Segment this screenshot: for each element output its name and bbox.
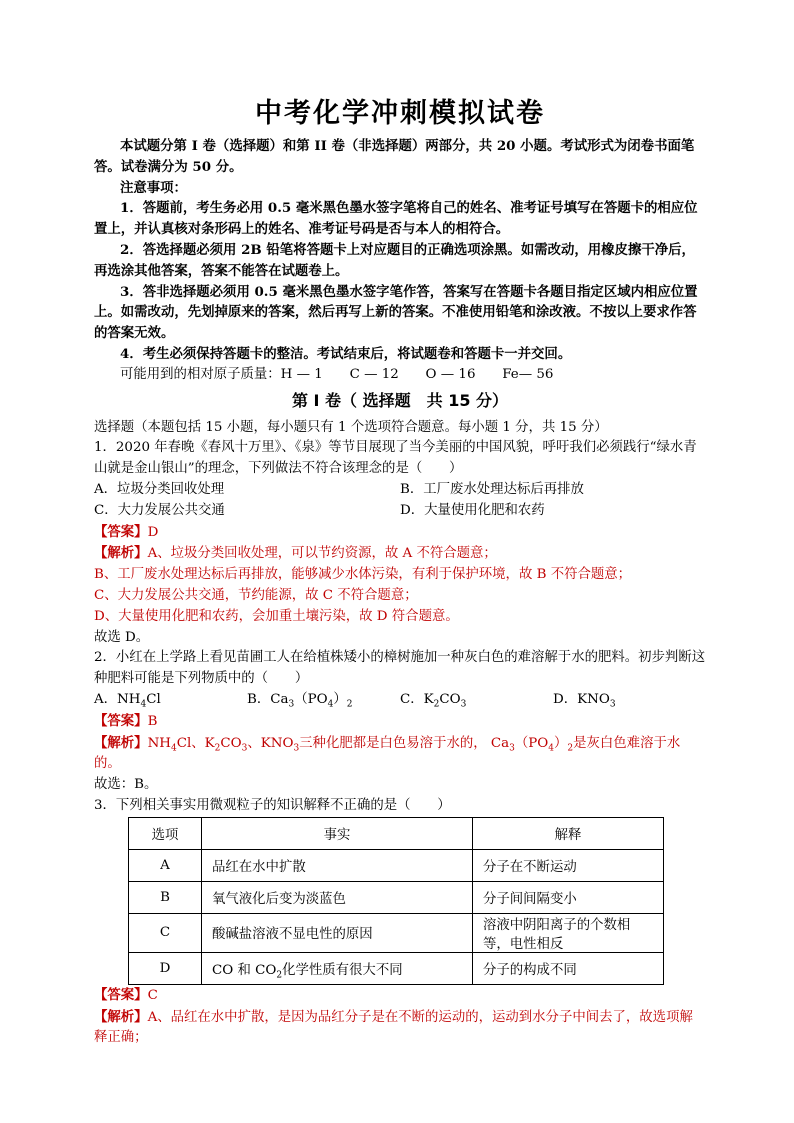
- answer-tag: 【答案】: [94, 523, 148, 540]
- q1-analysis: [94, 543, 706, 565]
- q1-analysis-line: C、大力发展公共交通，节约能源，故 C 不符合题意；: [94, 587, 418, 603]
- note-item: 4．考生必须保持答题卡的整洁。考试结束后，将试题卷和答题卡一并交回。: [120, 345, 572, 362]
- q2-stem: 2．小红在上学路上看见苗圃工人在给植株矮小的樟树施加一种灰白色的难溶解于水的肥料。初步判断这种肥料可能是下列物质中的（ ）: [94, 650, 706, 687]
- table-cell-explain: 分子间间隔变小: [473, 881, 664, 913]
- q1-option-c: C．大力发展公共交通: [94, 502, 225, 518]
- table-cell-option: B: [129, 881, 202, 913]
- q2-answer: 【答案】B: [94, 712, 158, 729]
- q1-option-d: D．大量使用化肥和农药: [400, 502, 545, 518]
- q1-option-a: A．垃圾分类回收处理: [94, 481, 225, 497]
- q1-answer-value: D: [147, 524, 159, 540]
- q2-option-d: D．$KNO_3$: [553, 691, 616, 710]
- note-item: 3．答非选择题必须用 0.5 毫米黑色墨水签字笔作答，答案写在答题卡各题目指定区域内相应位置上。如需改动，先划掉原来的答案，然后再写上新的答案。不准使用铅笔和涂改液。不按以上要求作答的答案无效。: [94, 283, 698, 342]
- analysis-tag: 【解析】: [94, 545, 148, 562]
- table-header: 解释: [473, 817, 664, 849]
- table-cell-explain: 分子在不断运动: [473, 849, 664, 881]
- table-cell-fact: 氧气液化后变为淡蓝色: [202, 881, 473, 913]
- q1-analysis-line: B、工厂废水处理达标后再排放，能够减少水体污染，有利于保护环境，故 B 不符合题意；: [94, 567, 632, 583]
- intro-paragraph: 本试题分第 I 卷（选择题）和第 II 卷（非选择题）两部分，共 20 小题。考试形式为闭卷书面笔答。试卷满分为 50 分。: [94, 138, 695, 175]
- q1-option-b: B．工厂废水处理达标后再排放: [400, 481, 584, 497]
- table-cell-explain: 分子的构成不同: [473, 952, 664, 984]
- table-cell-explain: 溶液中阴阳离子的个数相等，电性相反: [473, 913, 664, 952]
- q1-analysis-line: A、垃圾分类回收处理，可以节约资源，故 A 不符合题意；: [147, 546, 497, 562]
- table-cell-fact: 品红在水中扩散: [202, 849, 473, 881]
- note-item: 2．答选择题必须用 2B 铅笔将答题卡上对应题目的正确选项涂黑。如需改动，用橡皮擦干净后，再选涂其他答案，答案不能答在试题卷上。: [94, 241, 695, 279]
- table-header: 选项: [129, 817, 202, 849]
- table-row: [129, 913, 664, 952]
- q2-options-row: [94, 690, 706, 711]
- q2-option-c: C．$K_2CO_3$: [400, 691, 467, 710]
- q1-analysis-line: D、大量使用化肥和农药，会加重土壤污染，故 D 符合题意。: [94, 608, 459, 624]
- table-row: [129, 881, 664, 913]
- q1-options-row: [94, 501, 706, 522]
- notes-heading: 注意事项：: [120, 179, 187, 196]
- q2-option-b: B．$Ca_3(PO_4)_2$: [247, 691, 353, 710]
- q2-answer-value: B: [147, 713, 158, 729]
- exam-page: [94, 92, 706, 1049]
- table-row: [129, 849, 664, 881]
- table-cell-fact: CO 和 $CO_2$化学性质有很大不同: [202, 952, 473, 984]
- section-instructions: 选择题（本题包括 15 小题，每小题只有 1 个选项符合题意。每小题 1 分，共 15 分）: [94, 419, 608, 435]
- q3-answer-value: C: [147, 987, 158, 1003]
- q1-conclusion: 故选 D。: [94, 629, 150, 645]
- note-item: 1．答题前，考生务必用 0.5 毫米黑色墨水签字笔将自己的姓名、准考证号填写在答题卡的相应位置上，并认真核对条形码上的姓名、准考证号码是否与本人的相符合。: [94, 200, 698, 238]
- q3-stem: 3．下列相关事实用微观粒子的知识解释不正确的是（ ）: [94, 797, 451, 813]
- q3-analysis: 【解析】A、品红在水中扩散，是因为品红分子是在不断的运动的，运动到水分子中间去了，故选项解释正确；: [94, 1008, 693, 1046]
- section-title: 第 I 卷（ 选择题 共 15 分）: [291, 390, 509, 410]
- q2-conclusion: 故选：B。: [94, 777, 158, 793]
- q1-options-row: [94, 480, 706, 501]
- table-header-row: [129, 817, 664, 849]
- atomic-masses: 可能用到的相对原子质量：H — 1 C — 12 O — 16 Fe— 56: [120, 366, 554, 382]
- q3-answer: 【答案】C: [94, 986, 158, 1003]
- table-cell-option: C: [129, 913, 202, 952]
- table-cell-option: D: [129, 952, 202, 984]
- q3-table: [128, 817, 664, 985]
- q1-stem: 1．2020 年春晚《春风十万里》、《泉》等节目展现了当今美丽的中国风貌，呼吁我们必须践行“绿水青山就是金山银山”的理念，下列做法不符合该理念的是（ ）: [94, 440, 697, 477]
- table-cell-option: A: [129, 849, 202, 881]
- table-row: [129, 952, 664, 984]
- table-header: 事实: [202, 817, 473, 849]
- q2-option-a: A．$NH_4Cl$: [94, 691, 161, 710]
- page-title: 中考化学冲刺模拟试卷: [255, 98, 545, 129]
- q2-analysis: 【解析】$NH_4Cl$、$K_2CO_3$、$KNO_3$三种化肥都是白色易溶于水的， $Ca_3(PO_4)_2$是灰白色难溶于水的。: [94, 734, 681, 772]
- q1-answer: [94, 522, 706, 544]
- table-cell-fact: 酸碱盐溶液不显电性的原因: [202, 913, 473, 952]
